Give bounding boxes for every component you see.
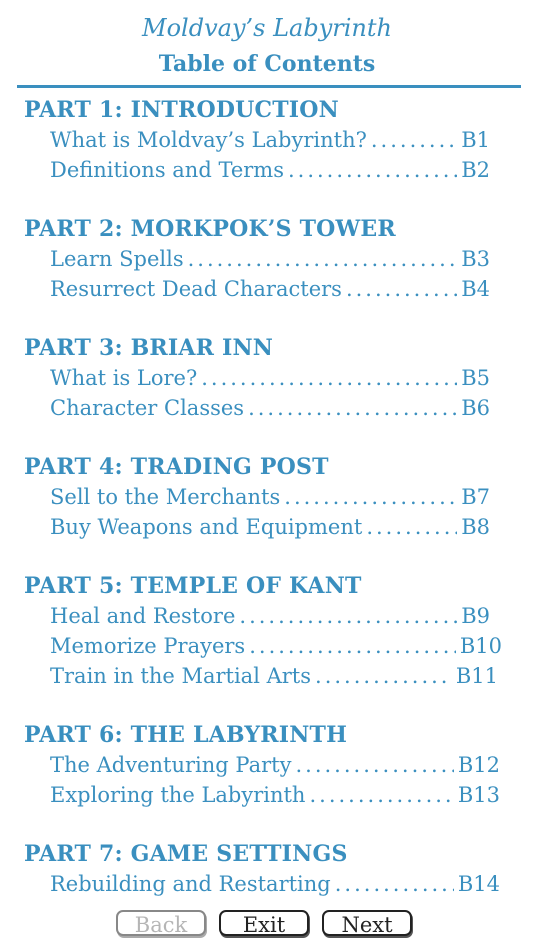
part-5-title: PART 5: TEMPLE OF KANT bbox=[24, 573, 362, 599]
header-divider bbox=[17, 85, 521, 88]
part-2-title: PART 2: MORKPOK’S TOWER bbox=[24, 216, 396, 242]
part-3-title: PART 3: BRIAR INN bbox=[24, 335, 274, 361]
toc-entry-b2[interactable] bbox=[50, 155, 490, 185]
toc-entry-b11[interactable] bbox=[50, 661, 498, 691]
entry-label: What is Moldvay’s Labyrinth? bbox=[50, 128, 367, 152]
toc-entry-b9[interactable] bbox=[50, 601, 490, 631]
entry-page: B1 bbox=[461, 128, 490, 152]
next-button[interactable]: Next bbox=[322, 910, 412, 936]
entry-page: B12 bbox=[457, 753, 500, 777]
part-7-title: PART 7: GAME SETTINGS bbox=[24, 841, 348, 867]
toc-entry-b1[interactable] bbox=[50, 125, 490, 155]
entry-label: The Adventuring Party bbox=[50, 753, 292, 777]
toc-entry-b13[interactable] bbox=[50, 780, 500, 810]
entry-label: Heal and Restore bbox=[50, 604, 236, 628]
entry-page: B7 bbox=[461, 485, 490, 509]
leader-dots bbox=[309, 780, 453, 810]
entry-page: B9 bbox=[461, 604, 490, 628]
leader-dots bbox=[288, 155, 457, 185]
leader-dots bbox=[248, 393, 457, 423]
entry-label: Character Classes bbox=[50, 396, 245, 420]
entry-page: B6 bbox=[461, 396, 490, 420]
entry-page: B8 bbox=[461, 515, 490, 539]
back-button[interactable]: Back bbox=[116, 910, 206, 936]
navigation-bar bbox=[0, 910, 534, 942]
leader-dots bbox=[284, 482, 457, 512]
part-4-title: PART 4: TRADING POST bbox=[24, 454, 329, 480]
entry-label: Learn Spells bbox=[50, 247, 184, 271]
entry-page: B11 bbox=[455, 664, 498, 688]
toc-entry-b7[interactable] bbox=[50, 482, 490, 512]
entry-page: B5 bbox=[461, 366, 490, 390]
leader-dots bbox=[188, 244, 458, 274]
leader-dots bbox=[346, 274, 457, 304]
leader-dots bbox=[371, 125, 457, 155]
leader-dots bbox=[239, 601, 457, 631]
toc-entry-b12[interactable] bbox=[50, 750, 500, 780]
leader-dots bbox=[366, 512, 457, 542]
entry-label: Rebuilding and Restarting bbox=[50, 872, 331, 896]
entry-label: Definitions and Terms bbox=[50, 158, 284, 182]
entry-page: B10 bbox=[459, 634, 502, 658]
entry-page: B2 bbox=[461, 158, 490, 182]
leader-dots bbox=[335, 869, 454, 899]
toc-entry-b5[interactable] bbox=[50, 363, 490, 393]
toc-entry-b4[interactable] bbox=[50, 274, 490, 304]
toc-entry-b3[interactable] bbox=[50, 244, 490, 274]
entry-page: B13 bbox=[457, 783, 500, 807]
leader-dots bbox=[201, 363, 457, 393]
toc-entry-b14[interactable] bbox=[50, 869, 500, 899]
entry-label: What is Lore? bbox=[50, 366, 198, 390]
part-6-title: PART 6: THE LABYRINTH bbox=[24, 722, 348, 748]
exit-button[interactable]: Exit bbox=[219, 910, 309, 936]
toc-entry-b6[interactable] bbox=[50, 393, 490, 423]
entry-label: Exploring the Labyrinth bbox=[50, 783, 306, 807]
entry-label: Buy Weapons and Equipment bbox=[50, 515, 363, 539]
entry-label: Memorize Prayers bbox=[50, 634, 246, 658]
toc-entry-b8[interactable] bbox=[50, 512, 490, 542]
leader-dots bbox=[249, 631, 456, 661]
app-title: Moldvay’s Labyrinth bbox=[142, 14, 392, 42]
leader-dots bbox=[315, 661, 452, 691]
part-1-title: PART 1: INTRODUCTION bbox=[24, 97, 339, 123]
entry-page: B3 bbox=[461, 247, 490, 271]
entry-label: Resurrect Dead Characters bbox=[50, 277, 342, 301]
toc-entry-b10[interactable] bbox=[50, 631, 502, 661]
entry-page: B4 bbox=[461, 277, 490, 301]
entry-label: Sell to the Merchants bbox=[50, 485, 281, 509]
entry-page: B14 bbox=[457, 872, 500, 896]
entry-label: Train in the Martial Arts bbox=[50, 664, 312, 688]
page-title: Table of Contents bbox=[158, 51, 376, 77]
leader-dots bbox=[295, 750, 453, 780]
